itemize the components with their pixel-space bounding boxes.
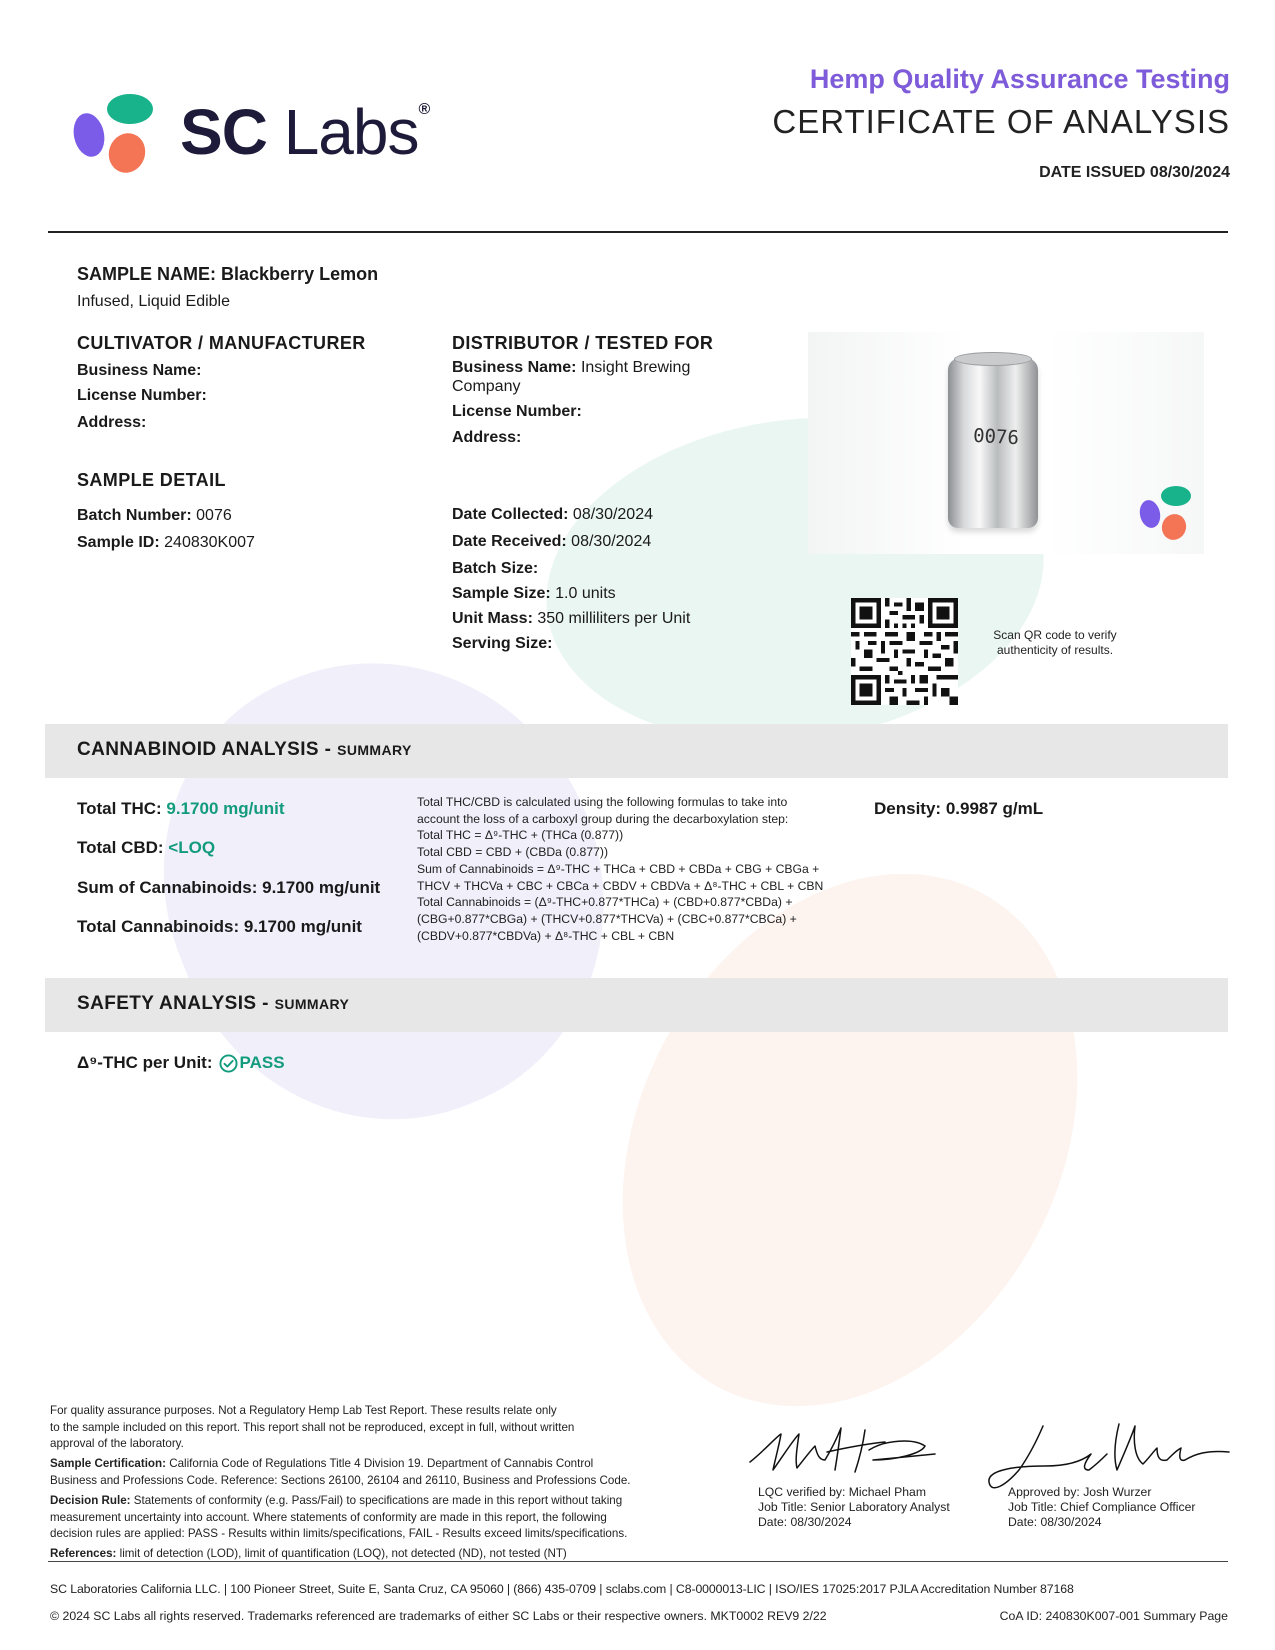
footer-disclaimer: For quality assurance purposes. Not a Regulatory Hemp Lab Test Report. These results relate only to the sample included on this report. This report shall not be reproduced, except in full, without written approval of the laboratory. bbox=[50, 1404, 575, 1450]
total-thc: Total THC: 9.1700 mg/unit bbox=[77, 799, 285, 818]
qr-code[interactable] bbox=[851, 598, 958, 705]
sum-of-cannabinoids: Sum of Cannabinoids: 9.1700 mg/unit bbox=[77, 878, 381, 897]
pass-check-icon bbox=[219, 1054, 238, 1073]
distributor-heading: DISTRIBUTOR / TESTED FOR bbox=[452, 333, 714, 353]
logo-wordmark: SC Labs® bbox=[180, 96, 430, 168]
cultivator-address-label: Address: bbox=[77, 414, 147, 431]
cannabinoid-section-bar bbox=[45, 724, 1228, 778]
can-lid bbox=[954, 352, 1032, 366]
date-received: Date Received: 08/30/2024 bbox=[452, 533, 652, 550]
distributor-license-label: License Number: bbox=[452, 403, 582, 420]
signature-block-approval: Approved by: Josh Wurzer Job Title: Chief Compliance Officer Date: 08/30/2024 bbox=[1008, 1485, 1196, 1529]
cultivator-fields bbox=[77, 358, 207, 435]
date-issued: DATE ISSUED 08/30/2024 bbox=[1039, 164, 1230, 181]
sample-id: Sample ID: 240830K007 bbox=[77, 534, 255, 551]
thc-cbd-formula-note: Total THC/CBD is calculated using the following formulas to take into account the loss of a carboxyl group during the decarboxylation step: Total THC = Δ⁹-THC + (THCa (0.877)) Total CBD = CBD + (CBDa (0.877)) Sum of Cannabinoids = Δ⁹-THC + THCa + CBD + CBDa + CBG + CBGa + THCV + THCVa + CBC + CBCa + CBDV + CBDVa + Δ⁸-THC + CBL + CBN Total Cannabinoids = (Δ⁹-THC+0.877*THCa) + (CBD+0.877*CBDa) + (CBG+0.877*CBGa) + (THCV+0.877*THCVa) + (CBC+0.877*CBCa) + (CBDV+0.877*CBDVa) + Δ⁸-THC + CBL + CBN bbox=[417, 795, 824, 943]
can-handwritten-label: 0076 bbox=[972, 424, 1020, 450]
report-subtitle: Hemp Quality Assurance Testing bbox=[809, 64, 1230, 94]
sample-type: Infused, Liquid Edible bbox=[77, 293, 230, 310]
batch-size: Batch Size: bbox=[452, 560, 539, 577]
distributor-business-name: Business Name: Insight Brewing bbox=[452, 359, 691, 376]
signature-michael-pham bbox=[745, 1420, 940, 1482]
total-cbd: Total CBD: <LOQ bbox=[77, 838, 216, 857]
sample-name: SAMPLE NAME: Blackberry Lemon bbox=[77, 264, 379, 284]
footer-divider bbox=[48, 1561, 1228, 1562]
signature-block-lqc: LQC verified by: Michael Pham Job Title: Senior Laboratory Analyst Date: 08/30/2024 bbox=[758, 1485, 950, 1529]
cultivator-heading: CULTIVATOR / MANUFACTURER bbox=[77, 333, 366, 353]
serving-size: Serving Size: bbox=[452, 635, 553, 652]
footer-sample-certification: Sample Certification: California Code of Regulations Title 4 Division 19. Department of Cannabis Control Business and Professions Code. Reference: Sections 26100, 26104 and 26110, Business and Professions Code. bbox=[50, 1457, 631, 1487]
photo-logo-mark bbox=[1138, 484, 1196, 544]
footer-coa-id: CoA ID: 240830K007-001 Summary Page bbox=[999, 1609, 1228, 1623]
cultivator-license-label: License Number: bbox=[77, 387, 207, 404]
batch-number: Batch Number: 0076 bbox=[77, 507, 232, 524]
safety-thc-per-unit: Δ⁹-THC per Unit: PASS bbox=[77, 1053, 285, 1072]
logo-mark bbox=[72, 92, 162, 182]
distributor-address-label: Address: bbox=[452, 429, 522, 446]
distributor-business-name-cont: Company bbox=[452, 378, 521, 395]
footer-company-address: SC Laboratories California LLC. | 100 Pioneer Street, Suite E, Santa Cruz, CA 95060 | (866) 435-0709 | sclabs.com | C8-0000013-LIC | ISO/IES 17025:2017 PJLA Accreditation Number 87168 bbox=[50, 1582, 1074, 1596]
sample-detail-right bbox=[452, 502, 690, 656]
qr-caption: Scan QR code to verify authenticity of results. bbox=[993, 628, 1117, 657]
sample-detail-heading: SAMPLE DETAIL bbox=[77, 470, 226, 490]
cultivator-business-name-label: Business Name: bbox=[77, 362, 202, 379]
sample-photo bbox=[808, 332, 1204, 554]
footer-references: References: limit of detection (LOD), limit of quantification (LOQ), not detected (ND), not tested (NT) bbox=[50, 1547, 567, 1560]
density: Density: 0.9987 g/mL bbox=[874, 799, 1044, 818]
sample-detail-left bbox=[77, 502, 255, 556]
date-collected: Date Collected: 08/30/2024 bbox=[452, 506, 653, 523]
safety-section-title: SAFETY ANALYSIS - SUMMARY bbox=[77, 993, 350, 1014]
distributor-fields bbox=[452, 358, 752, 447]
safety-result: PASS bbox=[239, 1053, 285, 1072]
header-divider bbox=[48, 231, 1228, 233]
total-cannabinoids: Total Cannabinoids: 9.1700 mg/unit bbox=[77, 917, 362, 936]
unit-mass: Unit Mass: 350 milliliters per Unit bbox=[452, 610, 691, 627]
report-title: CERTIFICATE OF ANALYSIS bbox=[772, 103, 1230, 140]
footer-decision-rule: Decision Rule: Statements of conformity (e.g. Pass/Fail) to specifications are made in this report without taking measurement uncertainty into account. Where statements of conformity are made in this report, the following decision rules are applied: PASS - Results within limits/specifications, FAIL - Results exceed limits/specifications. bbox=[50, 1494, 628, 1540]
safety-section-bar bbox=[45, 978, 1228, 1032]
sample-size: Sample Size: 1.0 units bbox=[452, 585, 616, 602]
footer-copyright: © 2024 SC Labs all rights reserved. Trademarks referenced are trademarks of either SC Labs or their respective owners. MKT0002 REV9 2/22 bbox=[50, 1609, 827, 1623]
can-image bbox=[948, 358, 1038, 528]
cannabinoid-section-title: CANNABINOID ANALYSIS - SUMMARY bbox=[77, 739, 412, 760]
